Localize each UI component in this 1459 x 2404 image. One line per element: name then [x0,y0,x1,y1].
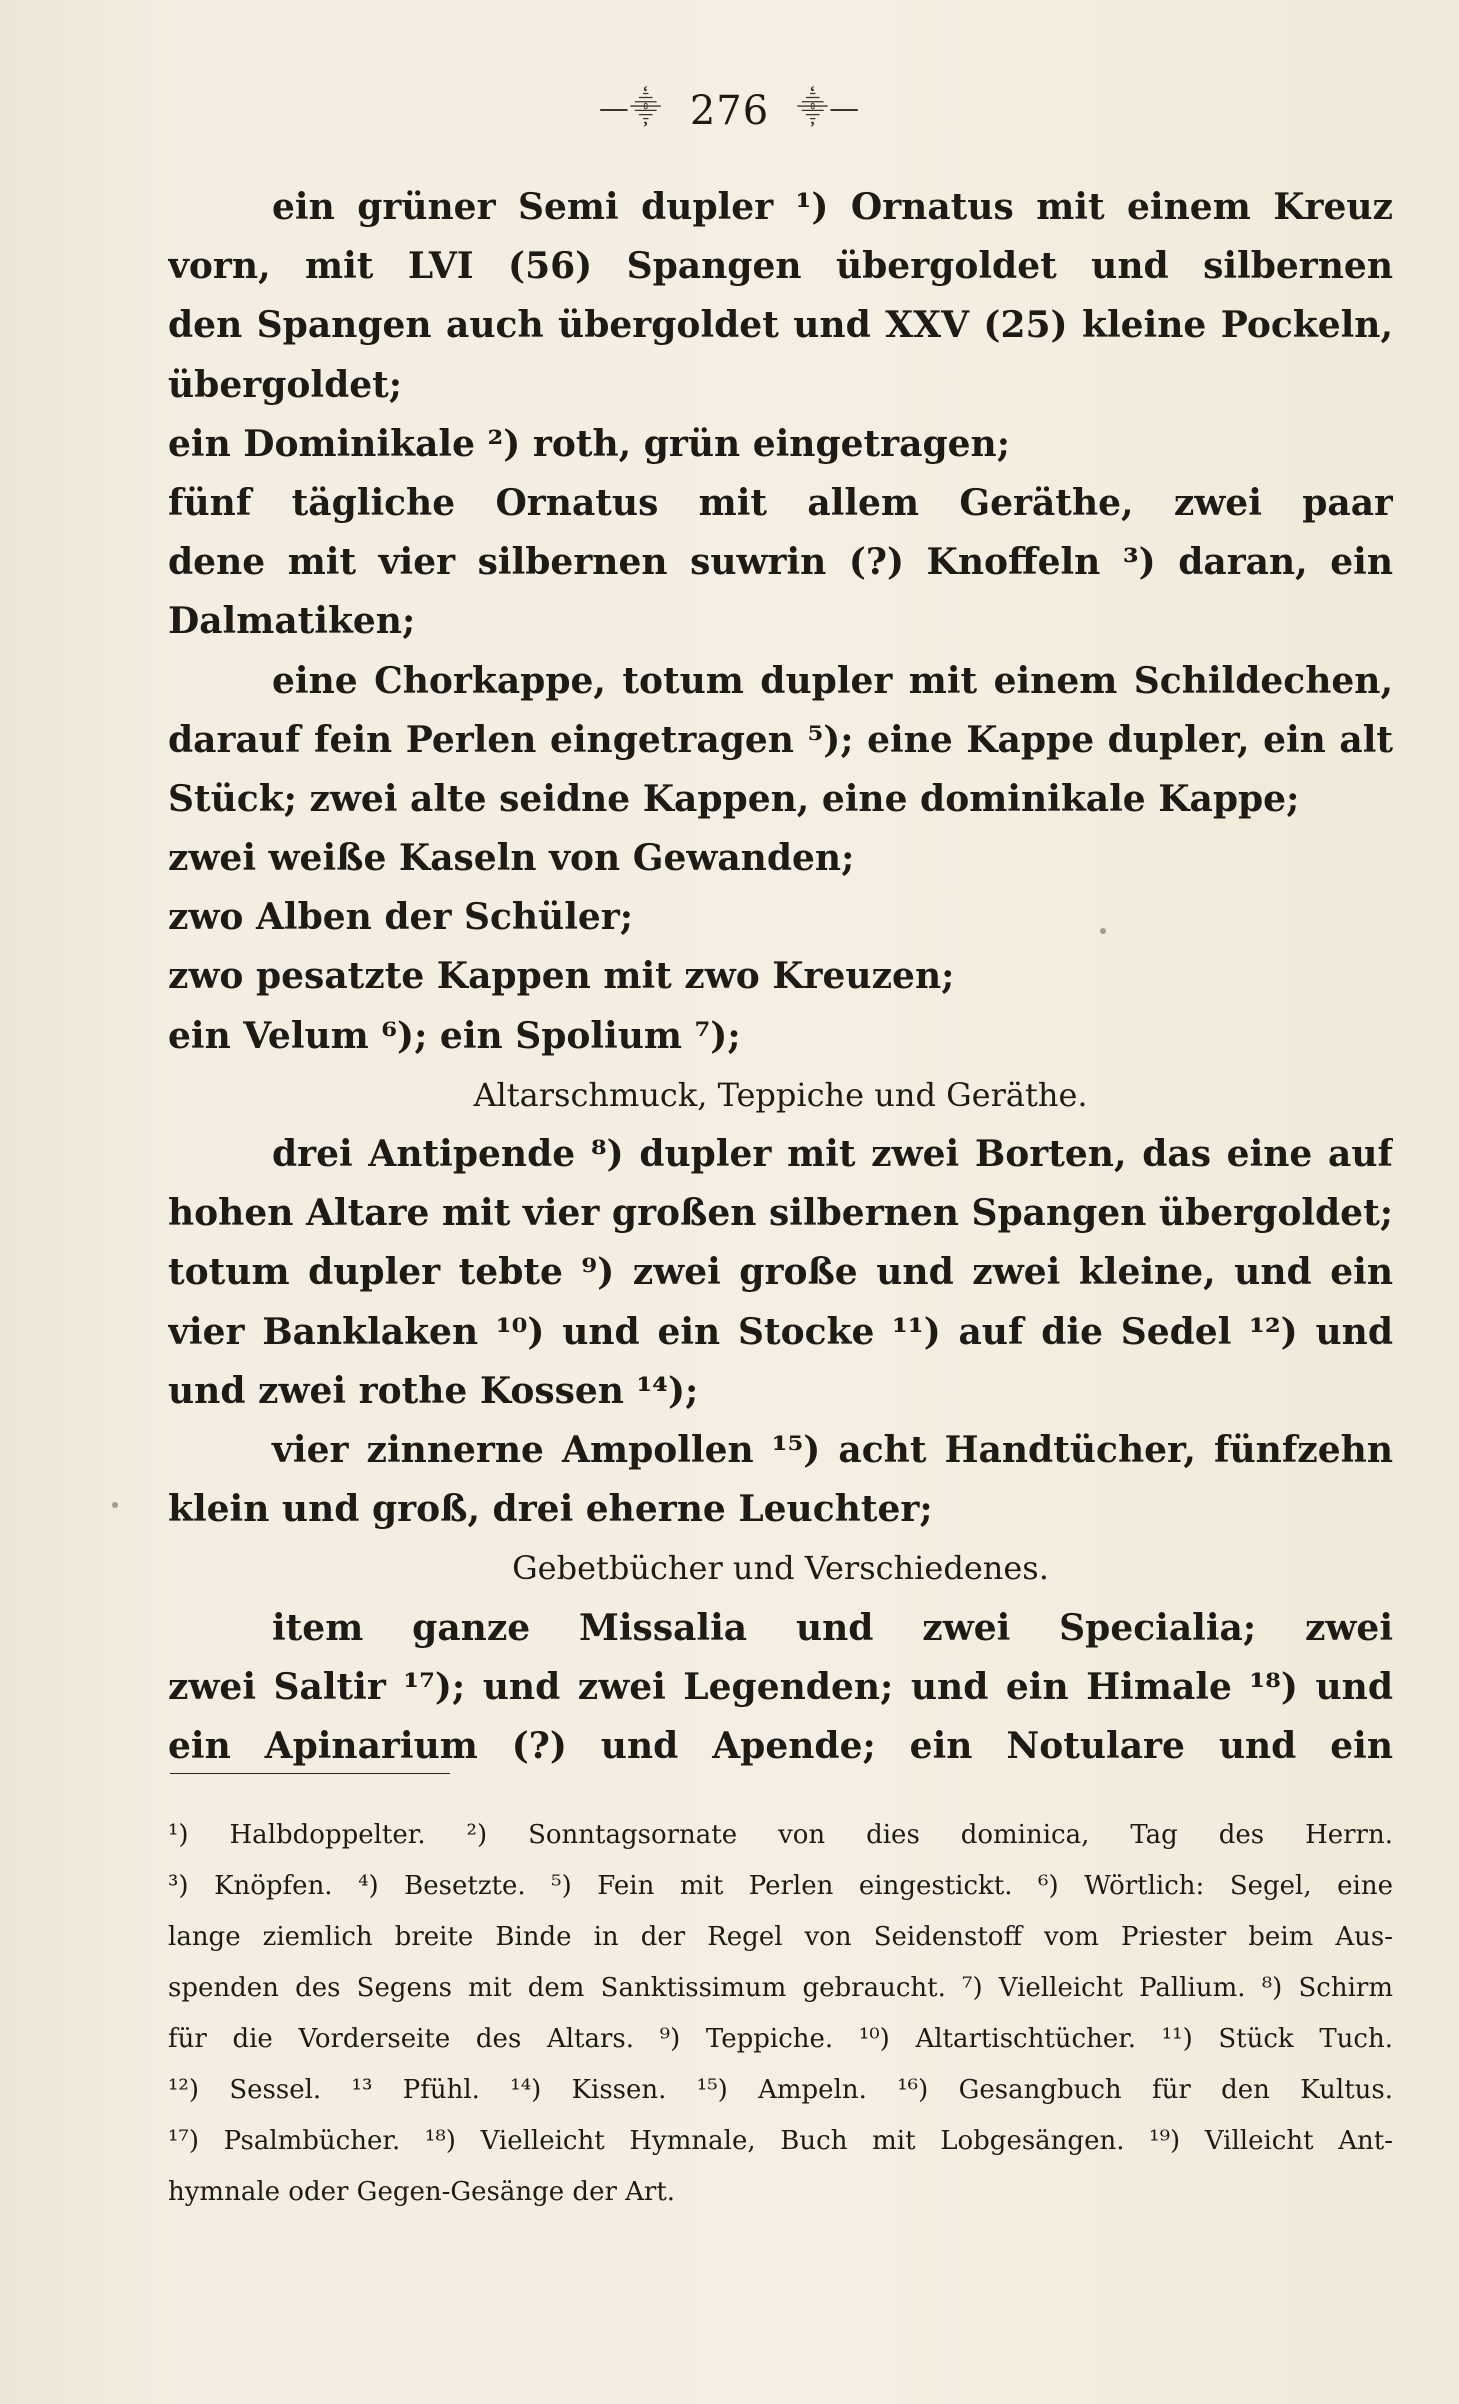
text-line: vier Banklaken ¹⁰) und ein Stocke ¹¹) auf die Sedel ¹²) und [168,1310,1393,1353]
text-line: klein und groß, drei eherne Leuchter; [168,1488,933,1531]
text-line: Dalmatiken; [168,600,416,643]
text-line: ein Apinarium (?) und Apende; ein Notulare und ein [168,1724,1393,1767]
page-number: 276 [689,88,770,134]
section-heading: Altarschmuck, Teppiche und Geräthe. [473,1075,1088,1114]
ornament-right: ⸎— [796,91,861,126]
footnote-line: für die Vorderseite des Altars. ⁹) Teppiche. ¹⁰) Altartischtücher. ¹¹) Stück Tuch. [168,2024,1393,2054]
main-text [168,178,1393,1776]
footnote-line: lange ziemlich breite Binde in der Regel von Seidenstoff vom Priester beim Aus- [168,1922,1393,1952]
footnote-line: spenden des Segens mit dem Sanktissimum gebraucht. ⁷) Vielleicht Pallium. ⁸) Schirm [168,1973,1393,2003]
text-line: zwei Saltir ¹⁷); und zwei Legenden; und ein Himale ¹⁸) und [168,1665,1393,1708]
text-line: eine Chorkappe, totum dupler mit einem Schildechen, [272,659,1393,702]
text-line: drei Antipende ⁸) dupler mit zwei Borten, das eine auf [272,1133,1393,1175]
text-line: hohen Altare mit vier großen silbernen Spangen übergoldet; [168,1192,1393,1235]
footnote-divider [170,1773,450,1774]
ornament-left: —⸎ [598,91,663,126]
footnote-line: ¹²) Sessel. ¹³ Pfühl. ¹⁴) Kissen. ¹⁵) Ampeln. ¹⁶) Gesangbuch für den Kultus. [168,2075,1393,2105]
text-line: dene mit vier silbernen suwrin (?) Knoffeln ³) daran, ein [168,541,1393,584]
text-line: übergoldet; [168,363,403,406]
text-line: zwo pesatzte Kappen mit zwo Kreuzen; [168,955,955,998]
text-line: ein grüner Semi dupler ¹) Ornatus mit einem Kreuz [272,186,1393,228]
footnote-line: ³) Knöpfen. ⁴) Besetzte. ⁵) Fein mit Perlen eingestickt. ⁶) Wörtlich: Segel, eine [168,1871,1393,1901]
footnote-line: hymnale oder Gegen-Gesänge der Art. [168,2177,676,2207]
text-line: zwei weiße Kaseln von Gewanden; [168,837,855,880]
section-heading: Gebetbücher und Verschiedenes. [512,1549,1049,1588]
text-line: darauf fein Perlen eingetragen ⁵); eine Kappe dupler, ein alt [168,718,1393,761]
text-line: fünf tägliche Ornatus mit allem Geräthe, zwei paar [168,481,1393,524]
paper-speck [1100,928,1106,934]
text-line: ein Dominikale ²) roth, grün eingetragen; [168,422,1011,465]
footnotes [168,1810,1393,2218]
text-line: zwo Alben der Schüler; [168,896,634,939]
text-line: den Spangen auch übergoldet und XXV (25) kleine Pockeln, [168,304,1393,347]
text-line: vorn, mit LVI (56) Spangen übergoldet und silbernen [168,245,1393,288]
text-line: und zwei rothe Kossen ¹⁴); [168,1369,699,1412]
footnote-line: ¹) Halbdoppelter. ²) Sonntagsornate von dies dominica, Tag des Herrn. [168,1820,1393,1850]
page-header [0,86,1459,134]
footnote-line: ¹⁷) Psalmbücher. ¹⁸) Vielleicht Hymnale, Buch mit Lobgesängen. ¹⁹) Villeicht Ant- [168,2126,1393,2156]
text-line: item ganze Missalia und zwei Specialia; zwei [272,1606,1393,1649]
text-line: Stück; zwei alte seidne Kappen, eine dominikale Kappe; [168,777,1300,820]
text-line: ein Velum ⁶); ein Spolium ⁷); [168,1014,741,1057]
paper-speck [112,1502,118,1508]
text-line: vier zinnerne Ampollen ¹⁵) acht Handtücher, fünfzehn [272,1428,1393,1471]
text-line: totum dupler tebte ⁹) zwei große und zwei kleine, und ein [168,1251,1393,1294]
